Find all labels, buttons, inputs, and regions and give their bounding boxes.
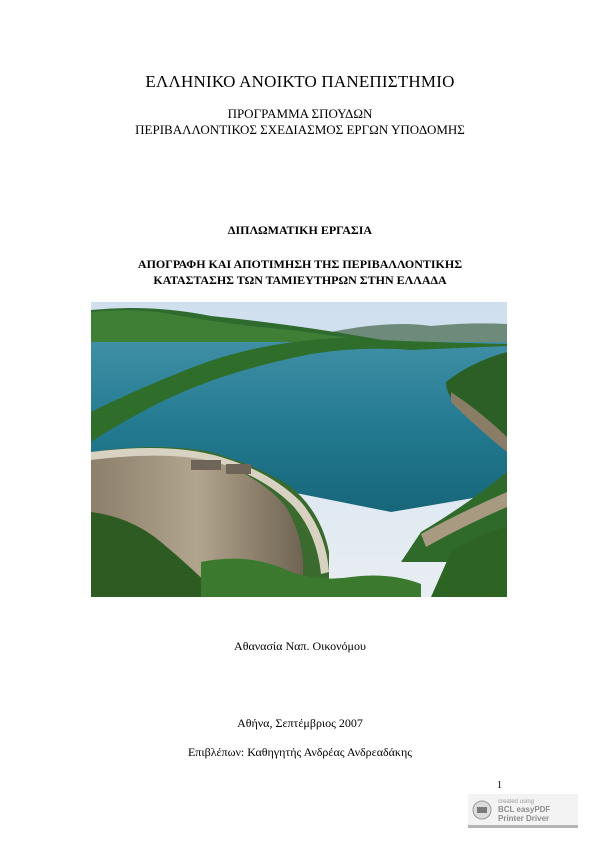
thesis-title-line-2: ΚΑΤΑΣΤΑΣΗΣ ΤΩΝ ΤΑΜΙΕΥΤΗΡΩΝ ΣΤΗΝ ΕΛΛΑΔΑ [153,273,447,287]
thesis-title [0,256,600,288]
supervisor: Επιβλέπων: Καθηγητής Ανδρέας Ανδρεαδάκης [187,745,413,759]
program-heading [0,106,600,138]
place-date: Αθήνα, Σεπτέμβριος 2007 [237,716,363,730]
program-label: ΠΡΟΓΡΑΜΜΑ ΣΠΟΥΔΩΝ [227,106,373,121]
thesis-title-line-1: ΑΠΟΓΡΑΦΗ ΚΑΙ ΑΠΟΤΙΜΗΣΗ ΤΗΣ ΠΕΡΙΒΑΛΛΟΝΤΙΚΗΣ [137,257,463,271]
author-name: Αθανασία Ναπ. Οικονόμου [234,639,366,653]
program-name: ΠΕΡΙΒΑΛΛΟΝΤΙΚΟΣ ΣΧΕΔΙΑΣΜΟΣ ΕΡΓΩΝ ΥΠΟΔΟΜΗΣ [135,122,465,137]
pdf-creator-watermark [468,794,578,828]
page-number: 1 [497,780,502,791]
thesis-type: ΔΙΠΛΩΜΑΤΙΚΗ ΕΡΓΑΣΙΑ [227,223,373,237]
watermark-line-2: BCL easyPDF [498,805,551,814]
university-name: ΕΛΛΗΝΙΚΟ ΑΝΟΙΚΤΟ ΠΑΝΕΠΙΣΤΗΜΙΟ [145,72,455,91]
watermark-line-3: Printer Driver [498,814,550,823]
dam-reservoir-photo [91,302,507,597]
watermark-line-1: created using [498,799,535,805]
